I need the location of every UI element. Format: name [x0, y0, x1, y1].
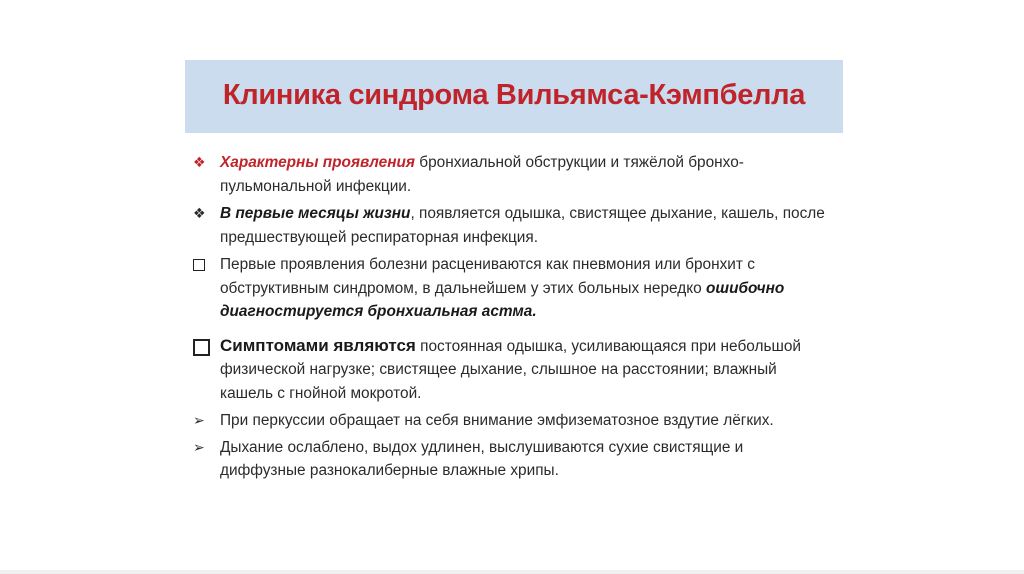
red-diamond-icon: ❖ [193, 154, 206, 170]
item-text: , появляется одышка, свистящее дыхание, кашель, после предшествующей респираторная инфекция. [220, 205, 825, 246]
list-item [193, 253, 833, 324]
slide-content [193, 151, 833, 486]
item-lead: В первые месяцы жизни [220, 205, 411, 222]
item-emphasis: ошибочно диагностируется бронхиальная астма. [220, 279, 785, 320]
dark-diamond-icon: ❖ [193, 205, 206, 221]
item-text: бронхиальной обструкции и тяжёлой бронхо-пульмональной инфекции. [220, 154, 744, 195]
slide-title: Клиника синдрома Вильямса-Кэмпбелла [222, 79, 806, 111]
item-text: Первые проявления болезни расцениваются как пневмония или бронхит с обструктивным синдромом, в дальнейшем у этих больных нередко [220, 256, 755, 297]
item-lead: Симптомами являются [220, 335, 416, 355]
checkbox-large-icon [193, 335, 213, 364]
arrow-icon: ➢ [193, 412, 205, 428]
checkbox-icon [193, 253, 213, 279]
item-text: постоянная одышка, усиливающаяся при небольшой физической нагрузке; свистящее дыхание, слышное на расстоянии; влажный кашель с гнойной мокротой. [220, 337, 801, 402]
arrow-icon: ➢ [193, 438, 205, 455]
list-item [193, 151, 833, 198]
item-text: При перкуссии обращает на себя внимание эмфизематозное вздутие лёгких. [220, 412, 774, 429]
title-band [185, 60, 843, 133]
list-item [193, 334, 833, 406]
item-lead: Характерны проявления [220, 154, 415, 171]
list-item [193, 409, 833, 433]
slide-bottom-edge [0, 570, 1024, 574]
item-text: Дыхание ослаблено, выдох удлинен, выслушиваются сухие свистящие и диффузные разнокалиберные влажные хрипы. [220, 438, 744, 479]
list-item [193, 436, 833, 483]
list-item [193, 202, 833, 249]
